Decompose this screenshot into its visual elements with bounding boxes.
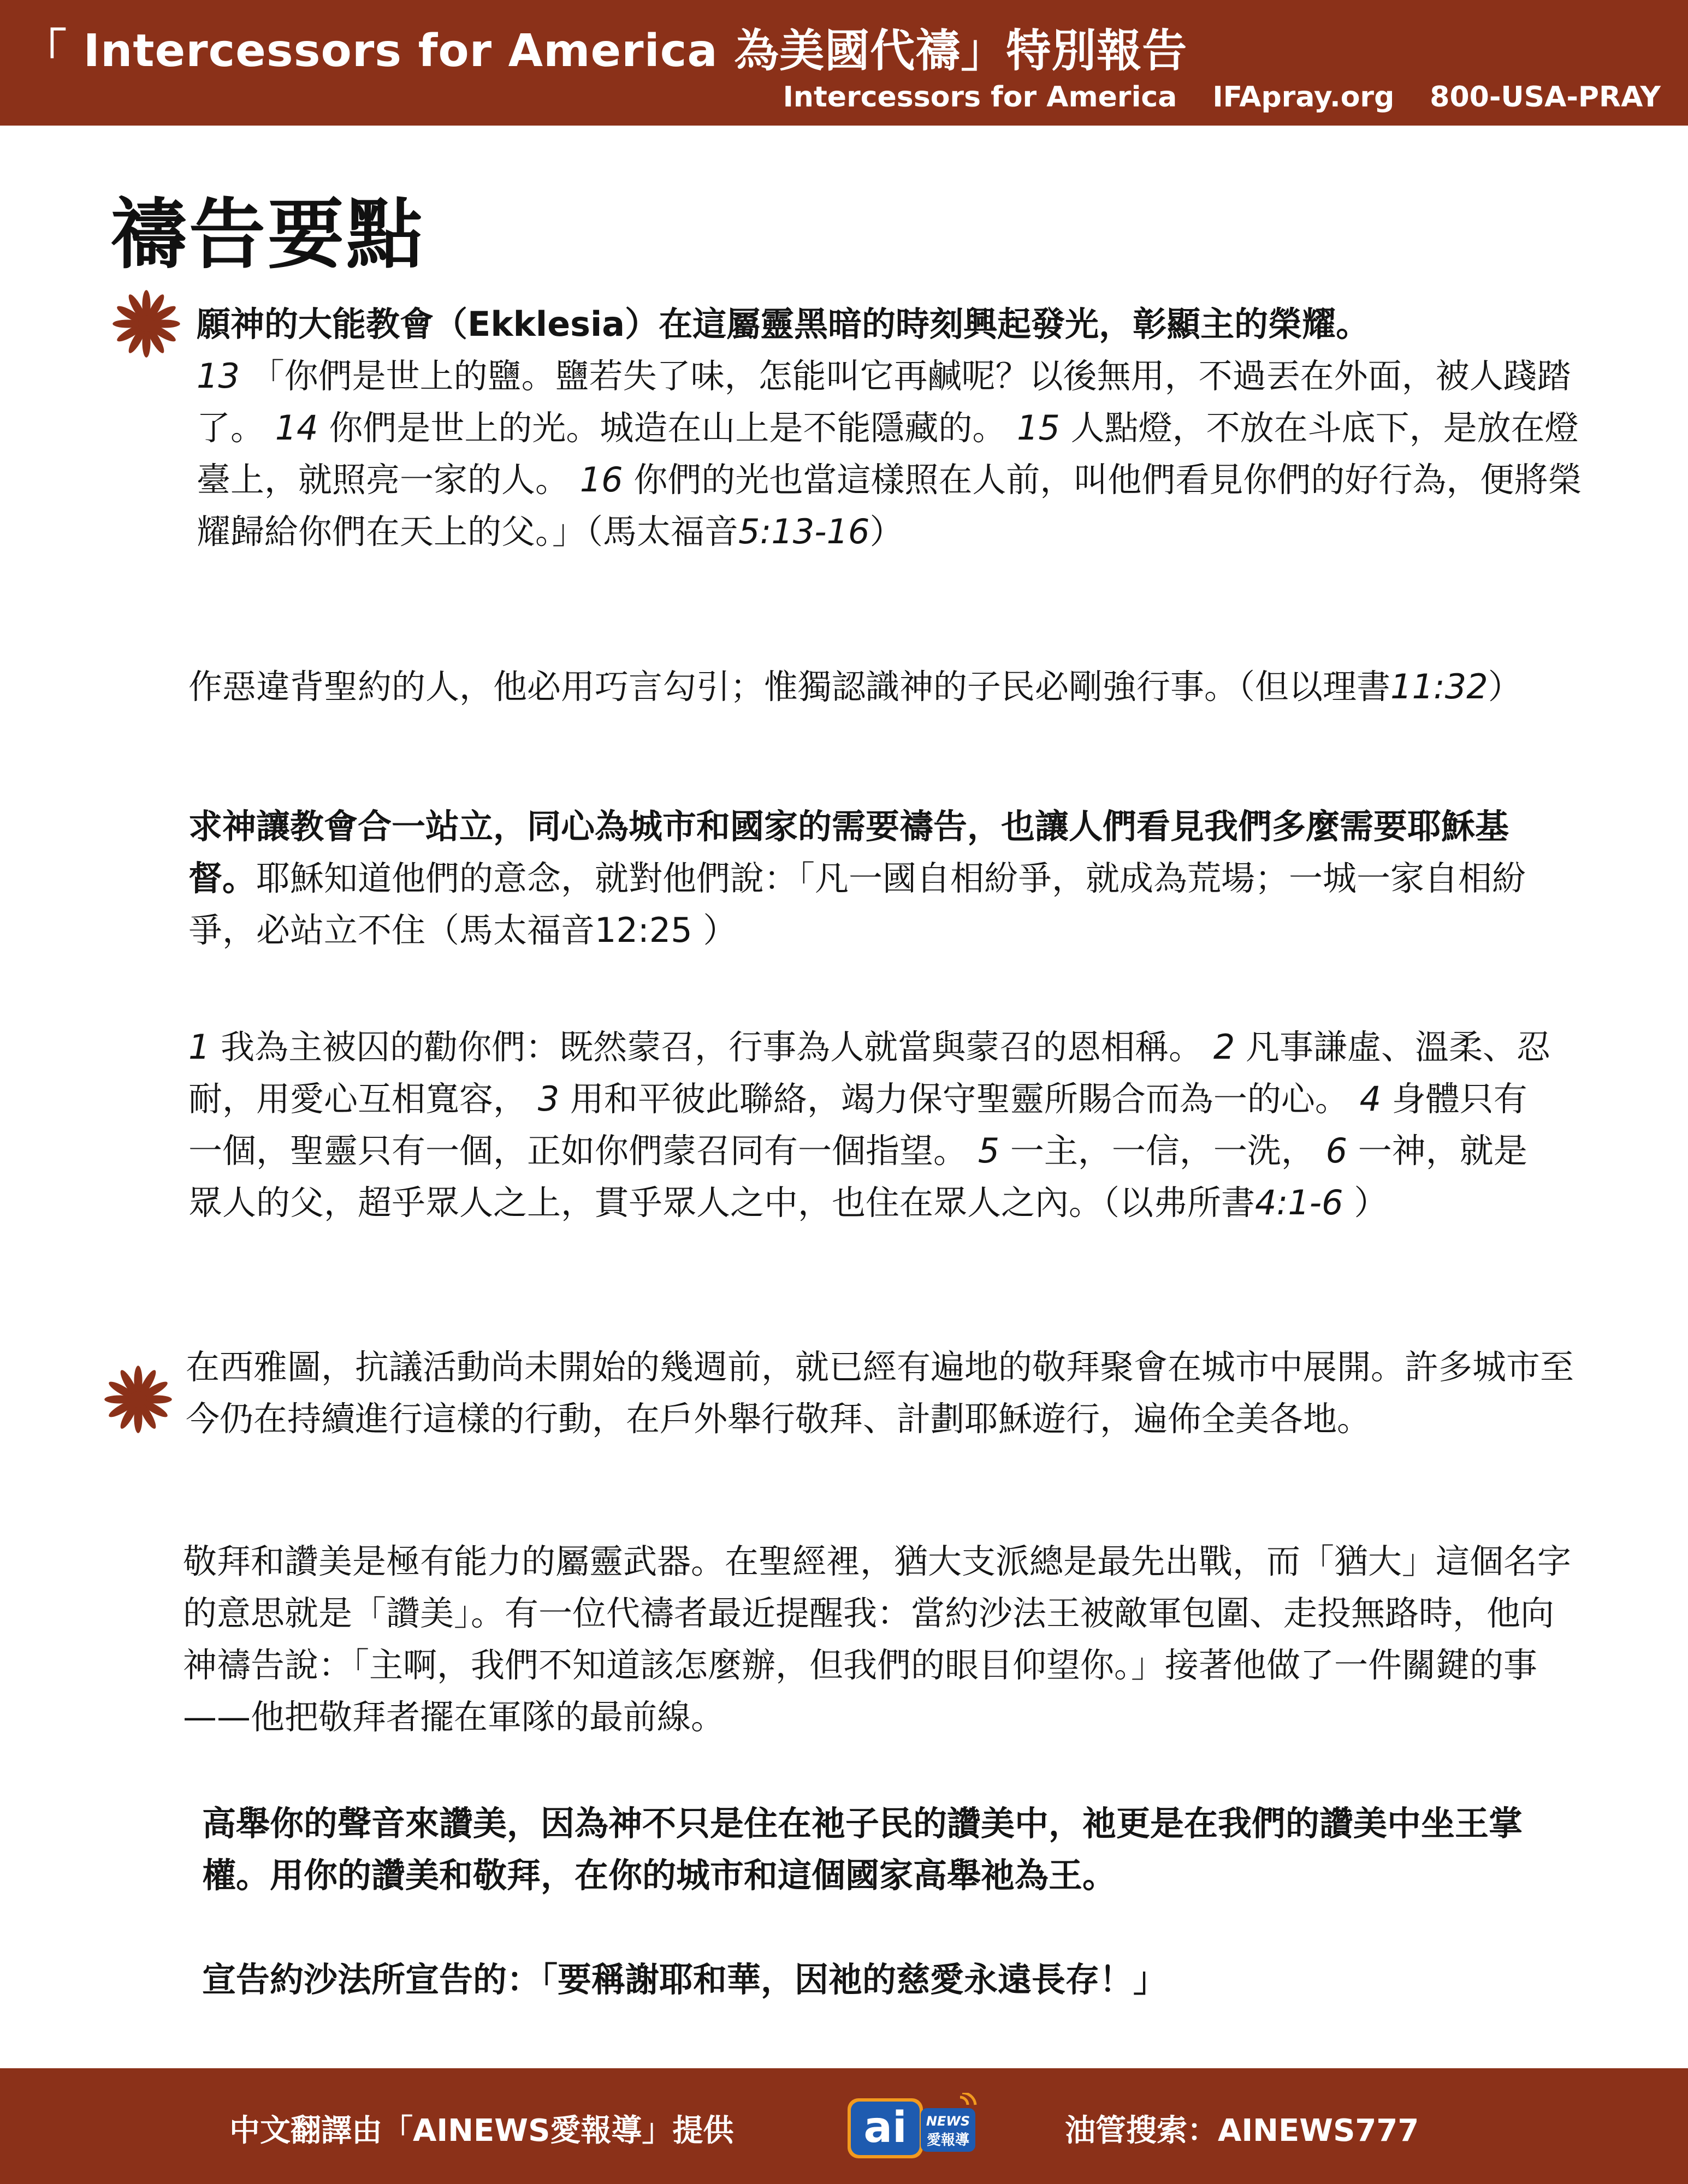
asterisk-flower-icon bbox=[112, 289, 181, 358]
youtube-search-hint: 油管搜索：AINEWS777 bbox=[1065, 2113, 1419, 2149]
worship-paragraph: 敬拜和讚美是極有能力的屬靈武器。在聖經裡，猶大支派總是最先出戰，而「猶大」這個名字的意思就是「讚美」。有一位代禱者最近提醒我：當約沙法王被敵軍包圍、走投無路時，他向神禱告說：「主啊，我們不知道該怎麼辦，但我們的眼目仰望你。」接著他做了一件關鍵的事——他把敬拜者擺在軍隊的最前線。 bbox=[183, 1541, 1572, 1737]
verse-text: 身體只有一個，聖靈只有一個，正如你們蒙召同有一個指望。 bbox=[188, 1079, 1527, 1171]
verse-text: 一主，一信，一洗， bbox=[999, 1131, 1326, 1171]
ainews-logo-icon bbox=[845, 2093, 982, 2161]
verse-text: 人點燈，不放在斗底下，是放在燈臺上，就照亮一家的人。 bbox=[197, 408, 1579, 500]
verse-text: 用和平彼此聯絡，竭力保守聖靈所賜合而為一的心。 bbox=[559, 1079, 1360, 1119]
daniel-quote bbox=[188, 661, 1570, 713]
logo-letters: ai bbox=[863, 2103, 907, 2152]
scripture-reference: 4:1-6 bbox=[1255, 1183, 1343, 1222]
unity-bold-text: 求神讓教會合一站立，同心為城市和國家的需要禱告，也讓人們看見我們多麼需要耶穌基督。 bbox=[188, 806, 1509, 898]
verse-text: 你們是世上的光。城造在山上是不能隱藏的。 bbox=[318, 408, 1017, 448]
seattle-paragraph: 在西雅圖，抗議活動尚未開始的幾週前，就已經有遍地的敬拜聚會在城市中展開。許多城市至今仍在持續進行這樣的行動，在戶外舉行敬拜、計劃耶穌遊行，遍佈全美各地。 bbox=[186, 1347, 1574, 1439]
phone-number: 800-USA-PRAY bbox=[1430, 81, 1661, 114]
translation-credit: 中文翻譯由「AINEWS愛報導」提供 bbox=[229, 2113, 734, 2149]
verse-number: 13 bbox=[197, 356, 240, 396]
praise-paragraph bbox=[202, 1797, 1567, 1901]
unity-text: 耶穌知道他們的意念，就對他們說：「凡一國自相紛爭，就成為荒場；一城一家自相紛爭，必站立不住（馬太福音12:25 ） bbox=[188, 858, 1526, 950]
declaration-text: 宣告約沙法所宣告的：「要稱謝耶和華，因祂的慈愛永遠長存！」 bbox=[202, 1960, 1168, 1999]
reference-close: ） bbox=[1488, 667, 1522, 707]
prayer-point-1-lead: 願神的大能教會（Ekklesia）在這屬靈黑暗的時刻興起發光，彰顯主的榮耀。 bbox=[197, 304, 1370, 344]
verse-number: 16 bbox=[579, 460, 623, 500]
verse-number: 6 bbox=[1325, 1131, 1348, 1171]
header-title: 「 Intercessors for America 為美國代禱」特別報告 bbox=[22, 25, 1188, 77]
logo-news: NEWS bbox=[926, 2114, 970, 2129]
org-name: Intercessors for America bbox=[783, 81, 1177, 114]
verse-number: 1 bbox=[188, 1027, 210, 1067]
header-banner bbox=[0, 0, 1688, 126]
page-title: 禱告要點 bbox=[110, 191, 425, 280]
praise-text: 高舉你的聲音來讚美，因為神不只是住在祂子民的讚美中，祂更是在我們的讚美中坐王掌權。用你的讚美和敬拜，在你的城市和這個國家高舉祂為王。 bbox=[202, 1803, 1523, 1895]
asterisk-flower-icon bbox=[104, 1365, 173, 1434]
logo-chinese: 愛報導 bbox=[926, 2132, 970, 2149]
scripture-reference: 11:32 bbox=[1390, 667, 1488, 707]
ephesians-quote bbox=[188, 1021, 1554, 1228]
verse-number: 15 bbox=[1017, 408, 1060, 448]
reference-close: ） bbox=[1343, 1183, 1388, 1222]
verse-number: 4 bbox=[1359, 1079, 1382, 1119]
prayer-point-unity bbox=[188, 800, 1570, 956]
daniel-text: 作惡違背聖約的人，他必用巧言勾引；惟獨認識神的子民必剛強行事。（但以理書 bbox=[188, 667, 1391, 707]
verse-text: 凡事謙虛、溫柔、忍耐，用愛心互相寬容， bbox=[188, 1027, 1551, 1119]
verse-number: 14 bbox=[275, 408, 318, 448]
verse-text: 「你們是世上的鹽。鹽若失了味，怎能叫它再鹹呢？以後無用，不過丟在外面，被人踐踏了。 bbox=[197, 356, 1571, 448]
scripture-reference: 5:13-16 bbox=[738, 512, 870, 551]
verse-text: 你們的光也當這樣照在人前，叫他們看見你們的好行為，便將榮耀歸給你們在天上的父。」（馬太福音 bbox=[197, 460, 1582, 551]
verse-text: 一神，就是眾人的父，超乎眾人之上，貫乎眾人之中，也住在眾人之內。（以弗所書 bbox=[188, 1131, 1527, 1222]
declaration bbox=[202, 1954, 1567, 2005]
reference-close: ） bbox=[869, 512, 904, 551]
website-link[interactable]: IFApray.org bbox=[1212, 81, 1395, 114]
prayer-point-1 bbox=[197, 298, 1595, 557]
verse-number: 5 bbox=[978, 1131, 1000, 1171]
verse-number: 2 bbox=[1213, 1027, 1235, 1067]
verse-number: 3 bbox=[537, 1079, 560, 1119]
footer-banner bbox=[0, 2068, 1688, 2184]
header-links bbox=[783, 81, 1661, 114]
verse-text: 我為主被囚的勸你們：既然蒙召，行事為人就當與蒙召的恩相稱。 bbox=[210, 1027, 1213, 1067]
